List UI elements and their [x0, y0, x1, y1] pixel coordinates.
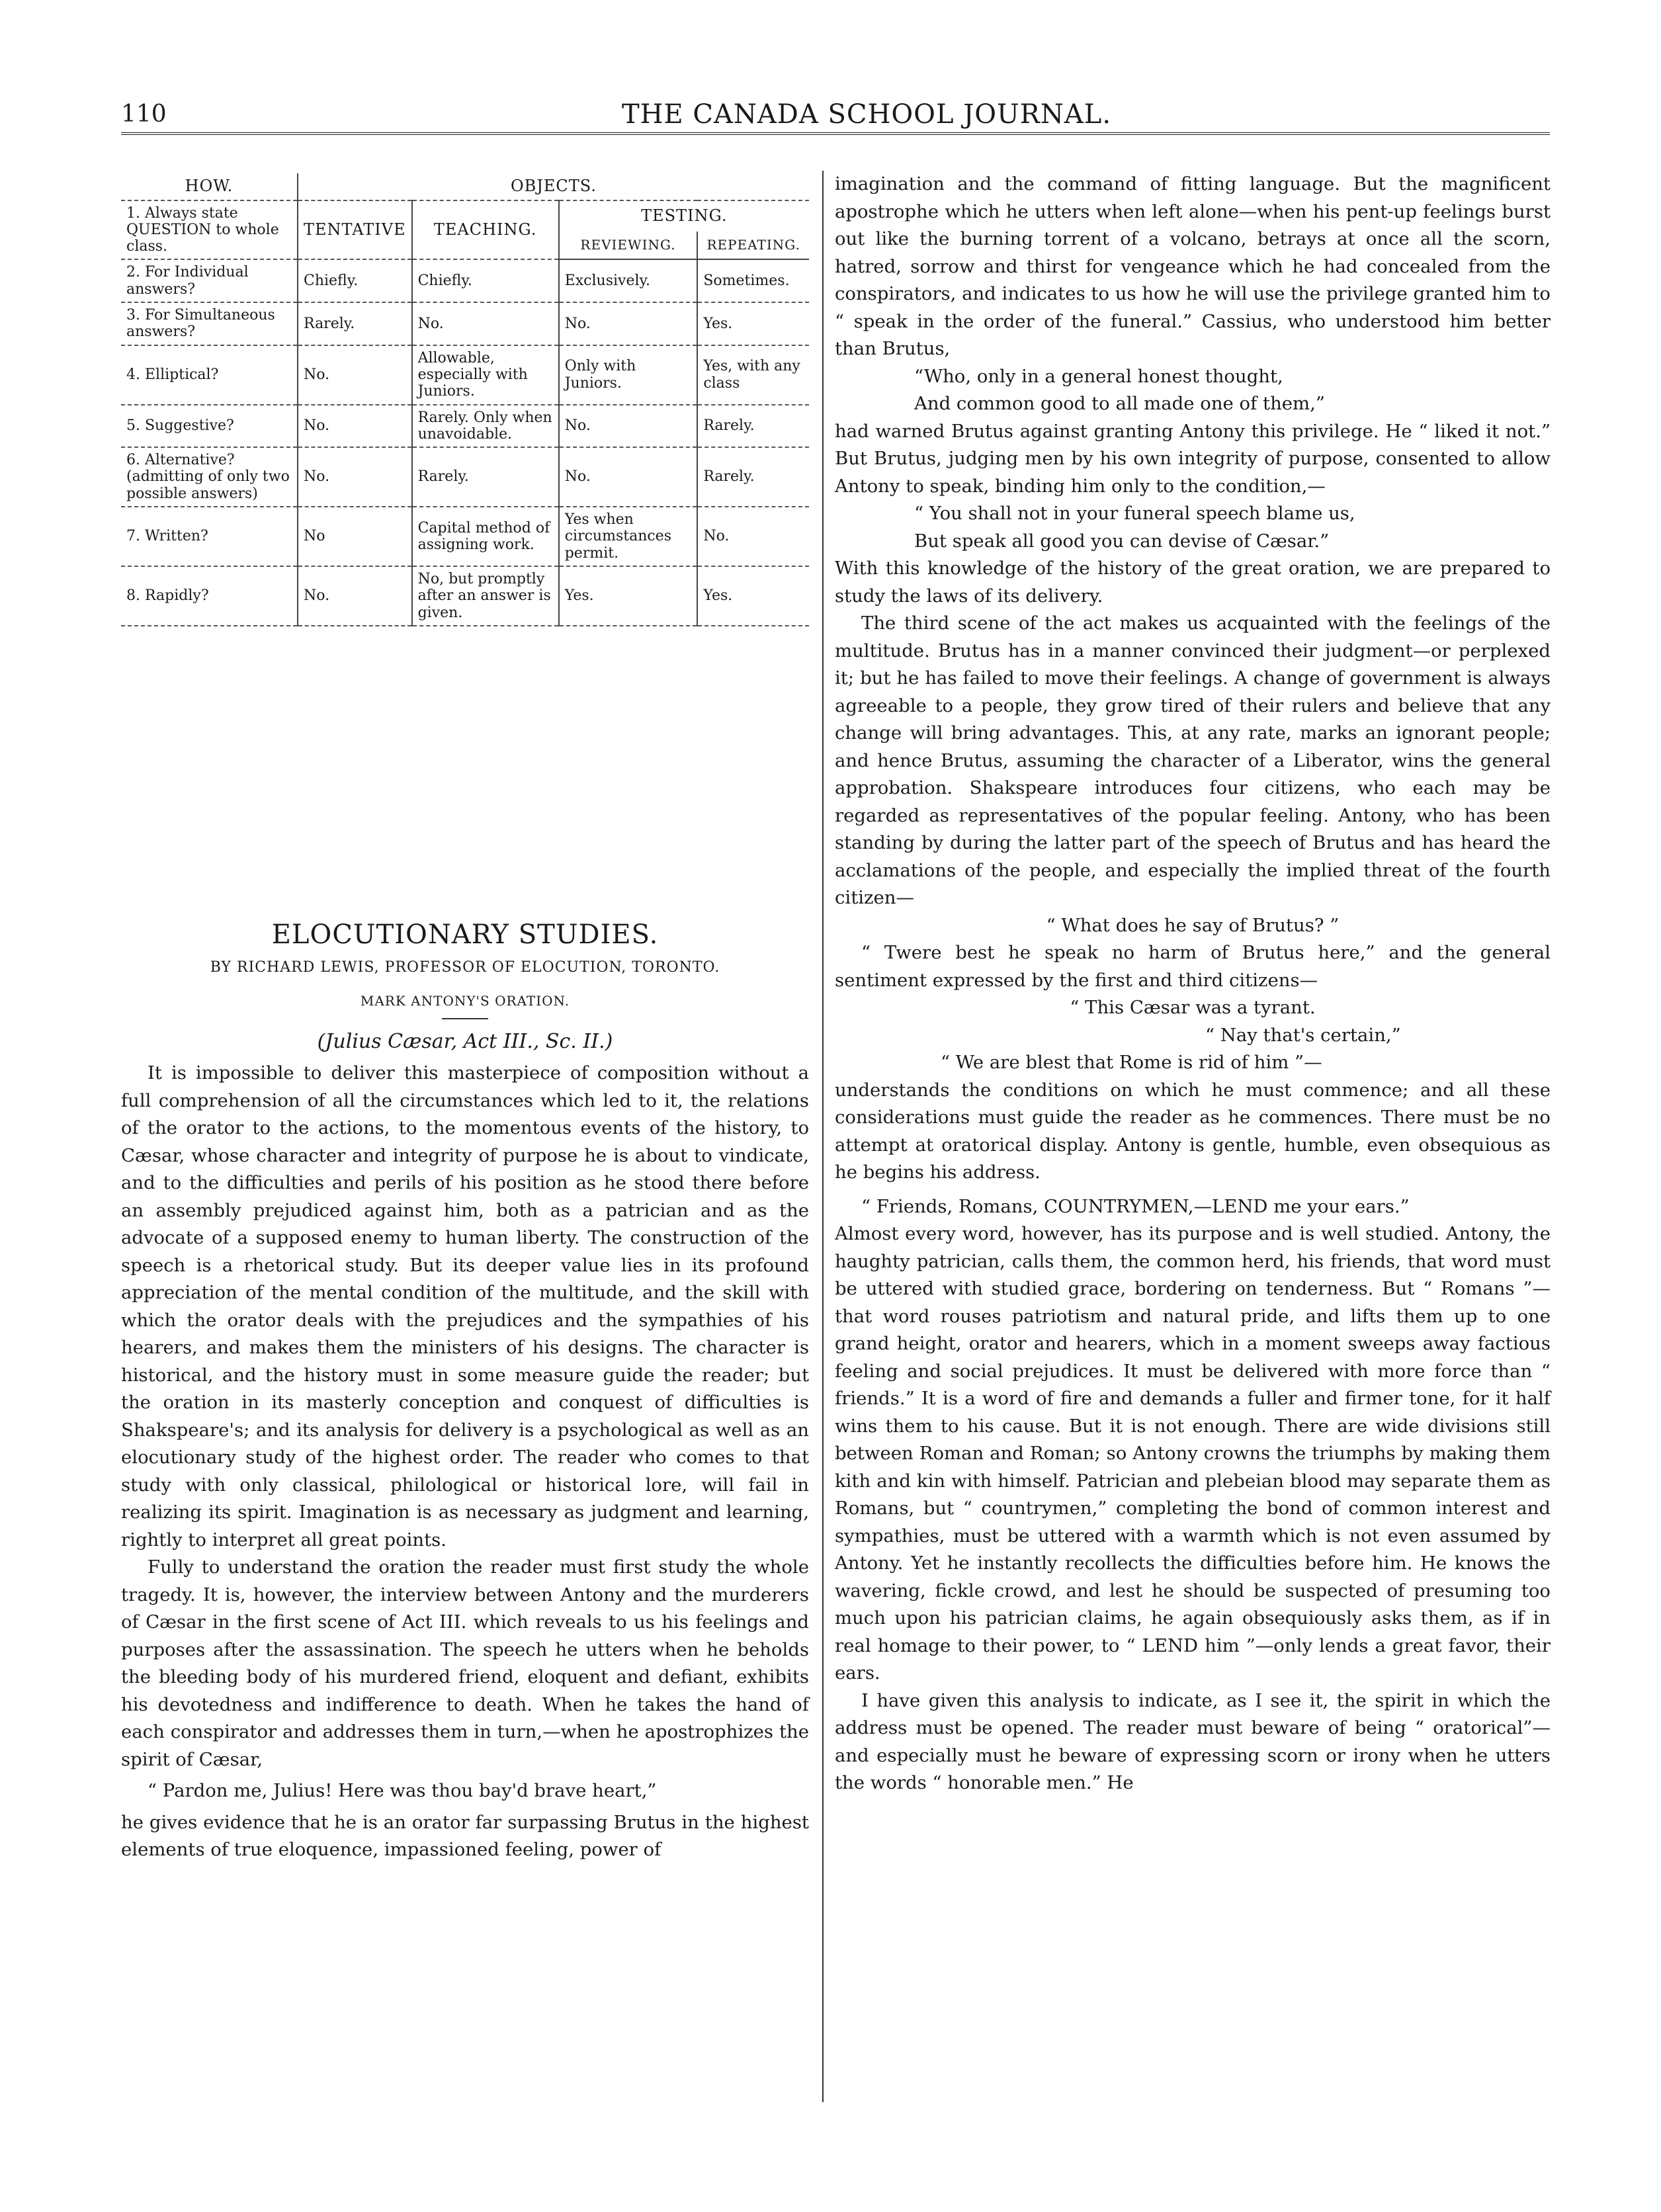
cell-teaching: Allowable, especially with Juniors.	[412, 345, 559, 405]
paragraph: Almost every word, however, has its purpose and is well studied. Antony, the haughty patrician, calls them, the common herd, his friends, that word must be uttered with studied grace, bordering on tenderness. But “ Romans ”—that word rouses patriotism and natural pride, and lifts them up to one grand height, orator and hearers, which in a moment sweeps away factious feeling and social prejudices. It must be delivered with more force than “ friends.” It is a word of fire and demands a fuller and firmer tone, for it half wins them to his cause. But it is not enough. There are wide divisions still between Roman and Roman; so Antony crowns the triumphs by making them kith and kin with himself. Patrician and plebeian blood may separate them as Romans, but “ countrymen,” completing the bond of common interest and sympathies, must be uttered with a warmth which is not even assumed by Antony. Yet he instantly recollects the difficulties before him. He knows the wavering, fickle crowd, and lest he should be suspected of presuming too much upon his patrician claims, he again obsequiously asks them, as if in real homage to their power, to “ LEND him ”—only lends a great favor, their ears.	[835, 1223, 1551, 1683]
paragraph: I have given this analysis to indicate, as I see it, the spirit in which the address must be opened. The reader must beware of being “ oratorical”—and especially must he beware of expressing scorn or irony when he utters the words “ honorable men.” He	[835, 1689, 1551, 1793]
table-row	[121, 566, 809, 626]
table-row	[121, 259, 809, 302]
article-source: (Julius Cæsar, Act III., Sc. II.)	[317, 1030, 613, 1053]
cell-repeating: Yes.	[703, 315, 733, 332]
subtitle-rule	[442, 1018, 488, 1019]
cell-reviewing: Yes.	[559, 566, 698, 626]
paragraph: The third scene of the act makes us acquainted with the feelings of the multitude. Brutus has in a manner convinced their judgment—or perplexed it; but he has failed to move their feelings. A change of government is always agreeable to a people, they grow tired of their rulers and believe that any change will bring advantages. This, at any rate, marks an ignorant people; and hence Brutus, assuming the character of a Liberator, wins the general approbation. Shakspeare introduces four citizens, who each may be regarded as representatives of the popular feeling. Antony, who has been standing by during the latter part of the speech of Brutus and has heard the acclamations of the people, and especially the implied threat of the fourth citizen—	[835, 613, 1551, 908]
col-tentative: TENTATIVE	[298, 200, 412, 260]
paragraph: “ Twere best he speak no harm of Brutus here,” and the general sentiment expressed by the first and third citizens—	[835, 942, 1551, 991]
paragraph: Fully to understand the oration the reader must first study the whole tragedy. It is, however, the interview between Antony and the murderers of Cæsar in the first scene of Act III. which reveals to us his feelings and purposes after the assassination. The speech he utters when he beholds the bleeding body of his murdered friend, eloquent and defiant, exhibits his devotedness and indifference to death. When he takes the hand of each conspirator and addresses them in turn,—when he apostrophizes the spirit of Cæsar,	[121, 1556, 809, 1770]
paragraph: had warned Brutus against granting Antony this privilege. He “ liked it not.” But Brutus, judging men by his own integrity of purpose, consented to allow Antony to speak, binding him only to the condition,—	[835, 420, 1551, 497]
quotation-line: “ We are blest that Rome is rid of him ”—	[941, 1052, 1322, 1073]
cell-tentative: No	[298, 507, 412, 566]
cell-repeating: Yes, with any class	[703, 358, 800, 392]
cell-tentative: No.	[298, 345, 412, 405]
table-row	[121, 447, 809, 507]
article-subtitle: MARK ANTONY'S ORATION.	[360, 993, 570, 1009]
quotation-line: “ What does he say of Brutus? ”	[1046, 914, 1340, 936]
quotation-line: “ Nay that's certain,”	[1205, 1024, 1401, 1046]
cell-reviewing: No.	[559, 447, 698, 507]
col-testing: TESTING.	[641, 206, 728, 226]
quotation: “ Pardon me, Julius! Here was thou bay'd brave heart,”	[148, 1780, 657, 1801]
cell-teaching: Capital method of assigning work.	[412, 507, 559, 566]
cell-tentative: Rarely.	[298, 302, 412, 345]
quotation-line: “ Friends, Romans, COUNTRYMEN,—LEND me your ears.”	[861, 1195, 1410, 1217]
quotation-line: But speak all good you can devise of Cæsar.”	[914, 530, 1330, 552]
table-header-row	[121, 173, 809, 200]
col-teaching: TEACHING.	[412, 200, 559, 260]
paragraph: he gives evidence that he is an orator far surpassing Brutus in the highest elements of true eloquence, impassioned feeling, power of	[121, 1811, 809, 1860]
page-number: 110	[121, 101, 167, 128]
cell-tentative: Chiefly.	[298, 259, 412, 302]
cell-tentative: No.	[298, 447, 412, 507]
quotation-line: “Who, only in a general honest thought,	[914, 365, 1283, 387]
row-how: 8. Rapidly?	[121, 566, 298, 626]
cell-reviewing: Only with Juniors.	[559, 345, 698, 405]
row-how: 3. For Simultaneous answers?	[121, 302, 298, 345]
cell-repeating: Sometimes.	[703, 273, 790, 290]
cell-teaching: No, but promptly after an answer is given.	[412, 566, 559, 626]
cell-repeating: Yes.	[703, 587, 733, 605]
quotation-line: And common good to all made one of them,”	[914, 393, 1325, 414]
row-how: 7. Written?	[121, 507, 298, 566]
row-how: 5. Suggestive?	[121, 405, 298, 448]
quotation-line: “ You shall not in your funeral speech blame us,	[914, 503, 1355, 524]
running-head: THE CANADA SCHOOL JOURNAL.	[621, 99, 1112, 130]
col-repeating: REPEATING.	[697, 232, 809, 259]
article-left-column	[121, 919, 809, 1864]
table-subheader-row	[121, 200, 809, 232]
row-how: 6. Alternative? (admitting of only two possible answers)	[121, 447, 298, 507]
cell-teaching: Chiefly.	[412, 259, 559, 302]
col-reviewing: REVIEWING.	[559, 232, 698, 259]
row-how: 2. For Individual answers?	[121, 259, 298, 302]
cell-repeating: No.	[703, 528, 730, 545]
header-rule	[121, 132, 1550, 135]
cell-reviewing: Exclusively.	[559, 259, 698, 302]
cell-teaching: No.	[412, 302, 559, 345]
objects-header: OBJECTS.	[510, 177, 597, 195]
column-rule	[822, 171, 824, 2102]
table-row	[121, 405, 809, 448]
cell-tentative: No.	[298, 405, 412, 448]
article-right-column	[835, 171, 1551, 1797]
cell-repeating: Rarely.	[703, 468, 755, 486]
questions-table	[121, 173, 809, 626]
how-header: HOW.	[121, 173, 298, 200]
paragraph: With this knowledge of the history of the great oration, we are prepared to study the laws of its delivery.	[835, 558, 1551, 607]
article-title: ELOCUTIONARY STUDIES.	[271, 919, 659, 950]
table-row	[121, 345, 809, 405]
paragraph: understands the conditions on which he must commence; and all these considerations must guide the reader as he commences. There must be no attempt at oratorical display. Antony is gentle, humble, even obsequious as he begins his address.	[835, 1079, 1551, 1183]
paragraph: imagination and the command of fitting language. But the magnificent apostrophe which he utters when left alone—when his pent-up feelings burst out like the burning torrent of a volcano, betrays at once all the scorn, hatred, sorrow and thirst for vengeance which he had concealed from the conspirators, and indicates to us how he will use the privilege granted him to “ speak in the order of the funeral.” Cassius, who understood him better than Brutus,	[835, 173, 1551, 359]
row-1-how: 1. Always state QUESTION to whole class.	[121, 200, 298, 260]
cell-repeating: Rarely.	[703, 417, 755, 435]
cell-teaching: Rarely. Only when unavoidable.	[412, 405, 559, 448]
row-how: 4. Elliptical?	[121, 345, 298, 405]
cell-reviewing: No.	[559, 302, 698, 345]
article-byline: BY RICHARD LEWIS, PROFESSOR OF ELOCUTION, TORONTO.	[210, 959, 720, 976]
paragraph: It is impossible to deliver this masterpiece of composition without a full comprehension of all the circumstances which led to it, the relations of the orator to the actions, to the momentous events of the history, to Cæsar, whose character and integrity of purpose he is about to vindicate, and to the difficulties and perils of his position as he stood there before an assembly prejudiced against him, both as a patrician and as the advocate of a supposed enemy to human liberty. The construction of the speech is a rhetorical study. But its deeper value lies in its profound appreciation of the mental condition of the multitude, and the skill with which the orator deals with the prejudices and the sympathies of his hearers, and makes them the ministers of his designs. The character is historical, and the history must in some measure guide the reader; but the oration in its masterly conception and conquest of difficulties is Shakspeare's; and its analysis for delivery is a psychological as well as an elocutionary study of the highest order. The reader who comes to that study with only classical, philological or historical lore, will fail in realizing its spirit. Imagination is as necessary as judgment and learning, rightly to interpret all great points.	[121, 1062, 809, 1551]
cell-reviewing: Yes when circumstances permit.	[559, 507, 698, 566]
table-row	[121, 507, 809, 566]
cell-teaching: Rarely.	[412, 447, 559, 507]
cell-reviewing: No.	[559, 405, 698, 448]
quotation-line: “ This Cæsar was a tyrant.	[1070, 997, 1316, 1018]
table-row	[121, 302, 809, 345]
cell-tentative: No.	[298, 566, 412, 626]
